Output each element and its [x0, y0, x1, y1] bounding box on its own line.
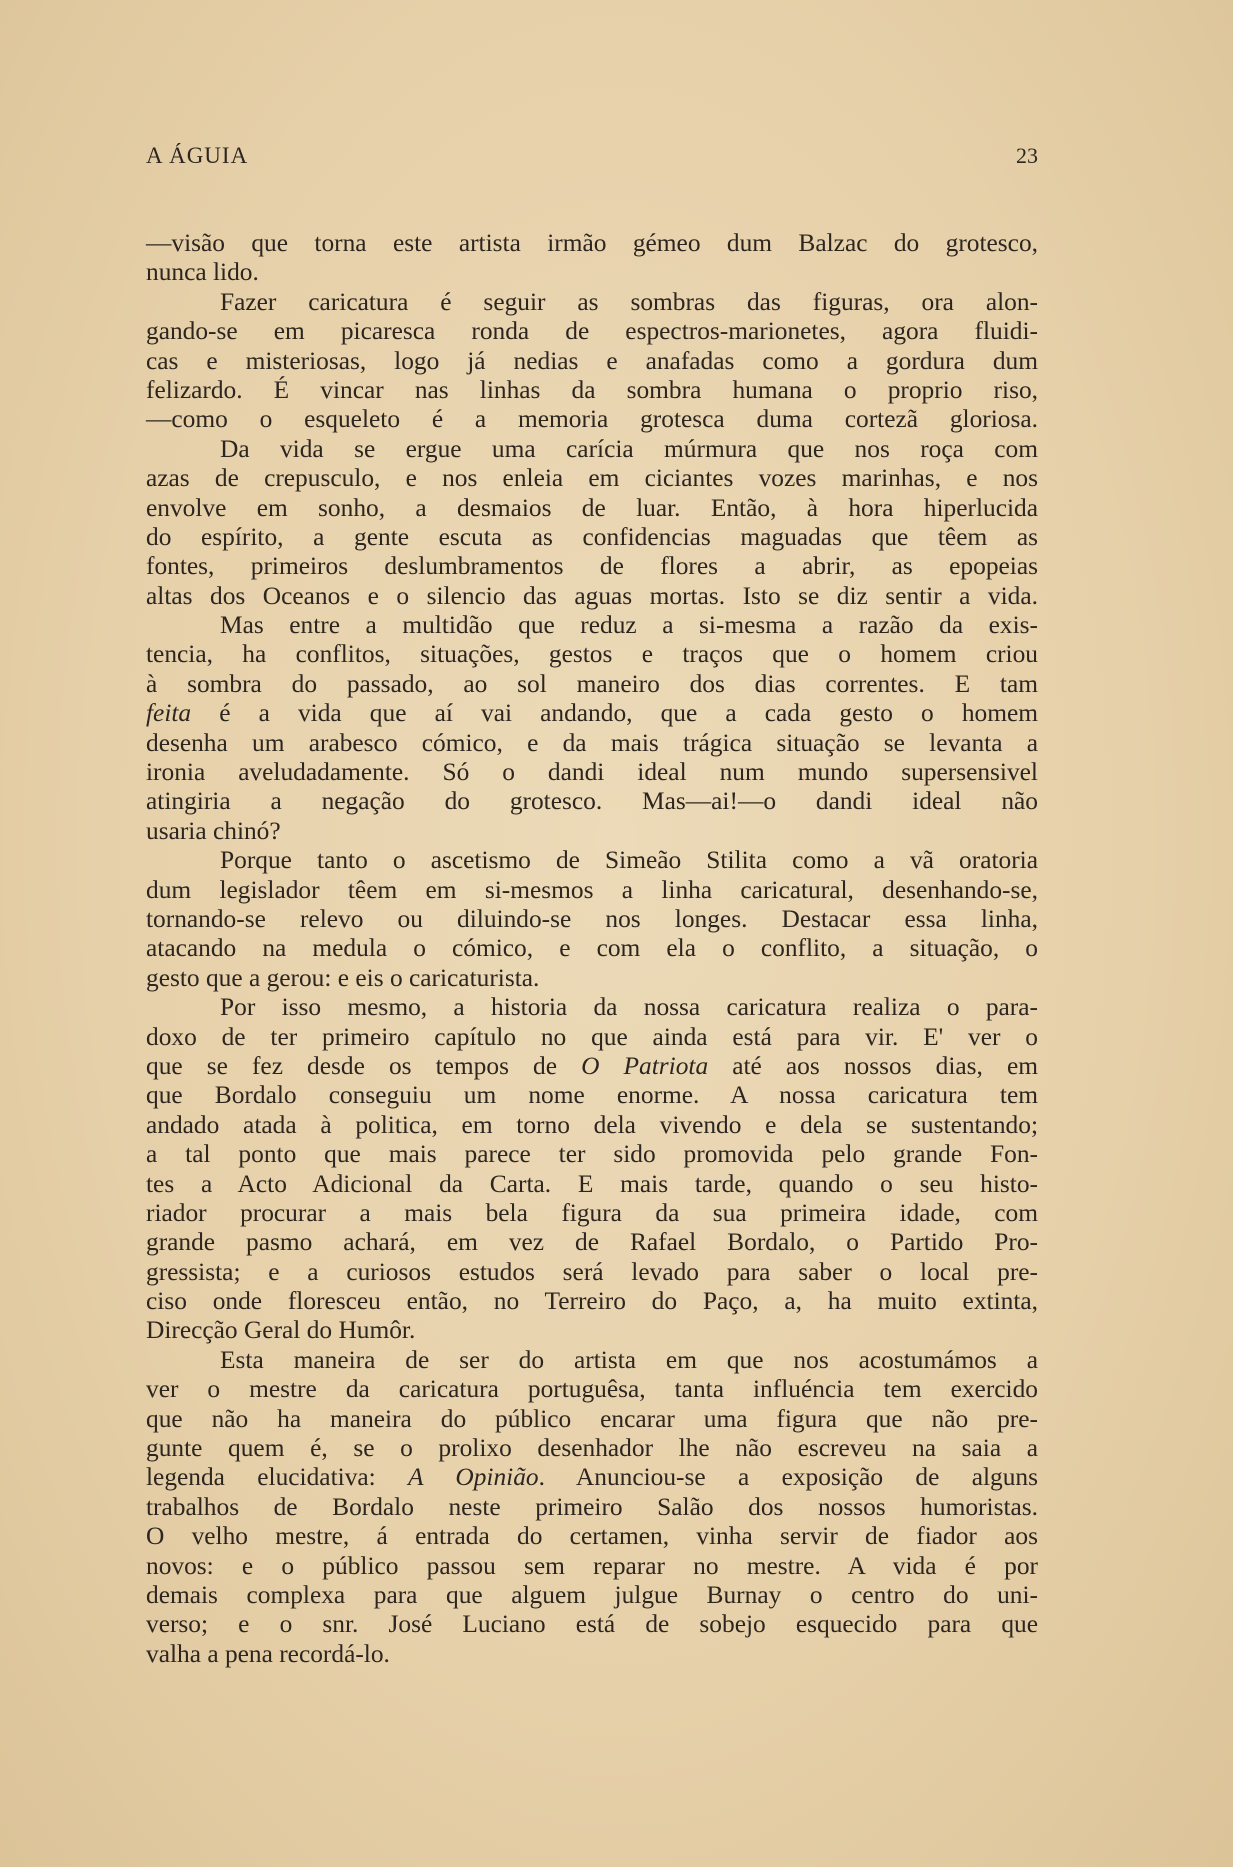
text-line: usaria chinó?	[146, 816, 281, 845]
text-line: tornando-se relevo ou diluindo-se nos longes. Destacar essa linha,	[146, 904, 1038, 933]
text-line: Esta maneira de ser do artista em que nos acostumámos a	[220, 1345, 1038, 1374]
text-line: gesto que a gerou: e eis o caricaturista.	[146, 963, 540, 992]
text-line: atacando na medula o cómico, e com ela o conflito, a situação, o	[146, 934, 1038, 963]
text-line: andado atada à politica, em torno dela vivendo e dela se sustentando;	[146, 1110, 1038, 1139]
text-line: gunte quem é, se o prolixo desenhador lhe não escreveu na saia a	[146, 1434, 1038, 1463]
text-line: Mas entre a multidão que reduz a si-mesma a razão da exis-	[220, 611, 1038, 640]
text-line: desenha um arabesco cómico, e da mais trágica situação se levanta a	[146, 728, 1038, 757]
page-number: 23	[1016, 143, 1038, 168]
text-line: feita é a vida que aí vai andando, que a cada gesto o homem	[146, 699, 1038, 728]
text-line: riador procurar a mais bela figura da sua primeira idade, com	[146, 1198, 1038, 1227]
journal-title: A ÁGUIA	[146, 143, 249, 168]
text-line: O velho mestre, á entrada do certamen, vinha servir de fiador aos	[146, 1522, 1038, 1551]
text-line: gando-se em picaresca ronda de espectros-marionetes, agora fluidi-	[146, 317, 1038, 346]
text-line: nunca lido.	[146, 258, 259, 287]
text-line: a tal ponto que mais parece ter sido promovida pelo grande Fon-	[146, 1140, 1038, 1169]
text-line: trabalhos de Bordalo neste primeiro Salão dos nossos humoristas.	[146, 1492, 1038, 1521]
text-line: ver o mestre da caricatura portuguêsa, tanta influéncia tem exercido	[146, 1375, 1038, 1404]
text-line: à sombra do passado, ao sol maneiro dos dias correntes. E tam	[146, 669, 1038, 698]
text-line: —visão que torna este artista irmão gémeo dum Balzac do grotesco,	[146, 229, 1038, 257]
text-line: Por isso mesmo, a historia da nossa caricatura realiza o para-	[220, 993, 1038, 1022]
text-line: verso; e o snr. José Luciano está de sobejo esquecido para que	[146, 1610, 1038, 1639]
text-line: altas dos Oceanos e o silencio das aguas mortas. Isto se diz sentir a vida.	[146, 581, 1038, 610]
text-line: do espírito, a gente escuta as confidencias maguadas que têem as	[146, 522, 1038, 551]
text-line: Fazer caricatura é seguir as sombras das figuras, ora alon-	[220, 287, 1038, 316]
text-line: —como o esqueleto é a memoria grotesca duma cortezã gloriosa.	[146, 405, 1038, 434]
text-line: novos: e o público passou sem reparar no mestre. A vida é por	[146, 1551, 1038, 1580]
text-line: valha a pena recordá-lo.	[146, 1639, 390, 1668]
running-header	[146, 143, 1038, 177]
text-line: cas e misteriosas, logo já nedias e anafadas como a gordura dum	[146, 346, 1038, 375]
text-line: Da vida se ergue uma carícia múrmura que nos roça com	[220, 434, 1038, 463]
text-line: tes a Acto Adicional da Carta. E mais tarde, quando o seu histo-	[146, 1169, 1038, 1198]
text-line: que se fez desde os tempos de O Patriota até aos nossos dias, em	[146, 1051, 1038, 1080]
text-line: gressista; e a curiosos estudos será levado para saber o local pre-	[146, 1257, 1038, 1286]
text-line: dum legislador têem em si-mesmos a linha caricatural, desenhando-se,	[146, 875, 1038, 904]
text-line: felizardo. É vincar nas linhas da sombra humana o proprio riso,	[146, 375, 1038, 404]
text-line: ironia aveludadamente. Só o dandi ideal num mundo supersensivel	[146, 758, 1038, 787]
text-line: demais complexa para que alguem julgue Burnay o centro do uni-	[146, 1580, 1038, 1609]
text-line: atingiria a negação do grotesco. Mas—ai!—o dandi ideal não	[146, 787, 1038, 816]
text-line: doxo de ter primeiro capítulo no que ainda está para vir. E' ver o	[146, 1022, 1038, 1051]
article-body	[146, 229, 1038, 1669]
text-line: envolve em sonho, a desmaios de luar. Então, à hora hiperlucida	[146, 493, 1038, 522]
text-line: fontes, primeiros deslumbramentos de flores a abrir, as epopeias	[146, 552, 1038, 581]
text-line: ciso onde floresceu então, no Terreiro do Paço, a, ha muito extinta,	[146, 1287, 1038, 1316]
text-line: Direcção Geral do Humôr.	[146, 1316, 416, 1345]
text-line: azas de crepusculo, e nos enleia em ciciantes vozes marinhas, e nos	[146, 464, 1038, 493]
text-line: legenda elucidativa: A Opinião. Anunciou-se a exposição de alguns	[146, 1463, 1038, 1492]
text-line: tencia, ha conflitos, situações, gestos e traços que o homem criou	[146, 640, 1038, 669]
text-line: que Bordalo conseguiu um nome enorme. A nossa caricatura tem	[146, 1081, 1038, 1110]
text-line: que não ha maneira do público encarar uma figura que não pre-	[146, 1404, 1038, 1433]
text-line: grande pasmo achará, em vez de Rafael Bordalo, o Partido Pro-	[146, 1228, 1038, 1257]
text-line: Porque tanto o ascetismo de Simeão Stilita como a vã oratoria	[220, 846, 1038, 875]
